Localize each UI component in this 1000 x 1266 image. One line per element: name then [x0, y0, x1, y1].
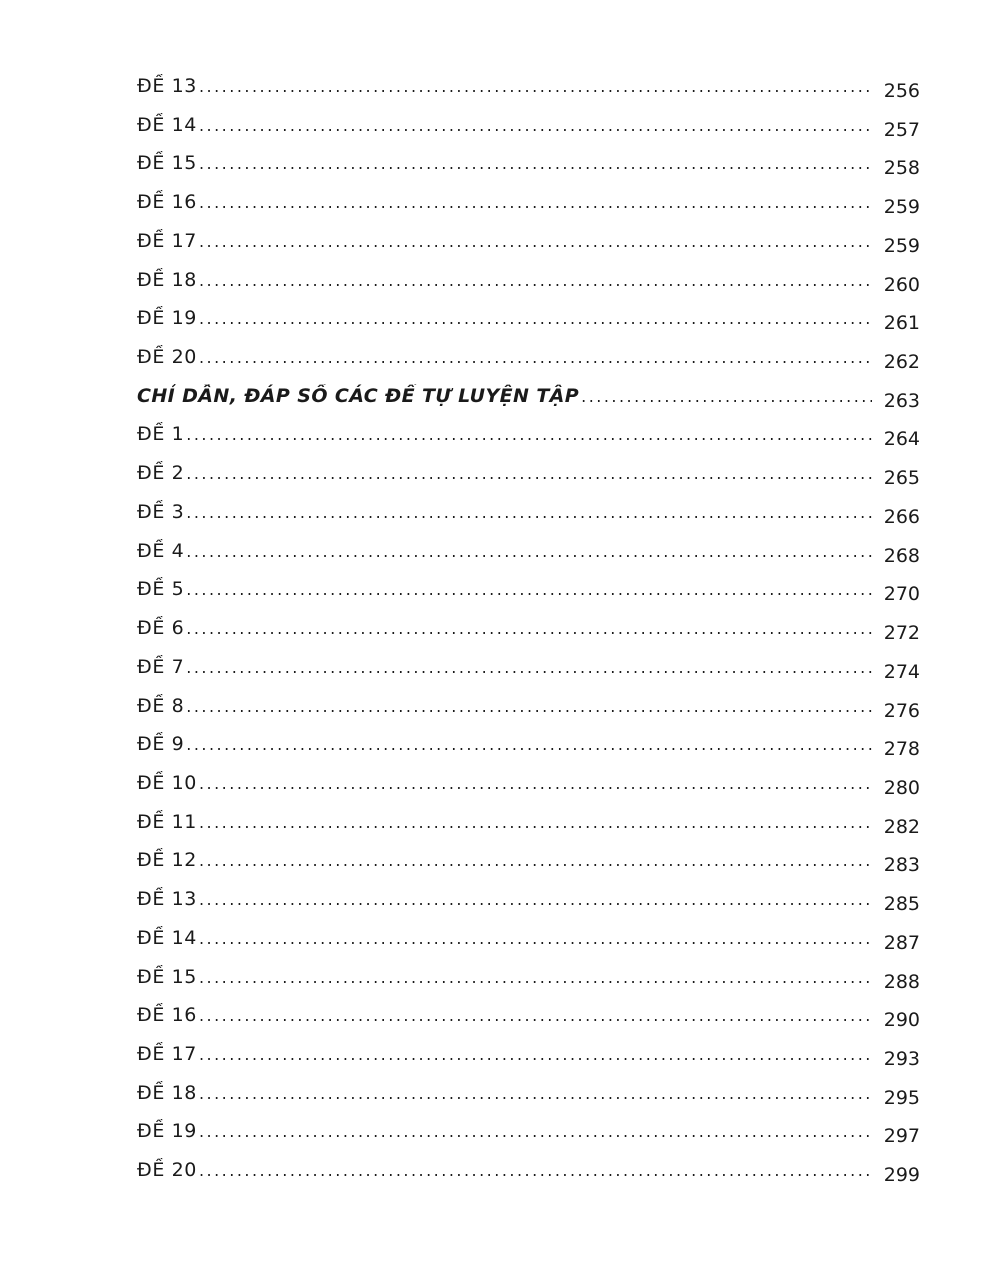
toc-page-number: 261 [883, 312, 920, 335]
toc-entry[interactable] [0, 649, 1000, 688]
toc-entry-label: ĐỀ 14 . . . [137, 113, 872, 138]
toc-entry-label: ĐỀ 9 . . . [137, 732, 872, 757]
toc-entry-label: ĐỀ 3 . . . [137, 500, 872, 525]
toc-page-number: 265 [883, 467, 920, 490]
toc-entry[interactable] [0, 842, 1000, 881]
toc-page-number: 263 [883, 389, 920, 412]
toc-page-number: 262 [883, 351, 920, 374]
toc-entry-label: ĐỀ 5 . . . [137, 577, 872, 602]
toc-entry-label: ĐỀ 15 . . . [137, 965, 872, 990]
toc-page-number: 259 [883, 196, 920, 219]
toc-entry[interactable] [0, 300, 1000, 339]
toc-entry-label: ĐỀ 18 . . . [137, 1081, 872, 1106]
toc-entry[interactable] [0, 533, 1000, 572]
toc-page-number: 285 [883, 893, 920, 916]
toc-page-number: 287 [883, 931, 920, 954]
toc-entry[interactable] [0, 262, 1000, 301]
toc-entry[interactable] [0, 920, 1000, 959]
toc-entry-label: ĐỀ 20 . . . [137, 345, 872, 370]
toc-entry-label: ĐỀ 13 . . . [137, 74, 872, 99]
toc-page-number: 278 [883, 738, 920, 761]
toc-page-number: 283 [883, 854, 920, 877]
toc-entry-label: ĐỀ 8 . . . [137, 694, 872, 719]
toc-entry[interactable] [0, 494, 1000, 533]
toc-page-number: 290 [883, 1009, 920, 1032]
toc-entry[interactable] [0, 68, 1000, 107]
toc-entry[interactable] [0, 688, 1000, 727]
toc-entry[interactable] [0, 959, 1000, 998]
toc-entry[interactable] [0, 804, 1000, 843]
toc-entry-label: ĐỀ 19 . . . [137, 1119, 872, 1144]
toc-page-number: 295 [883, 1086, 920, 1109]
toc-entry[interactable] [0, 416, 1000, 455]
toc-page-number: 282 [883, 815, 920, 838]
toc-entry-label: ĐỀ 18 . . . [137, 268, 872, 293]
toc-entry[interactable] [0, 1152, 1000, 1191]
toc-entry[interactable] [0, 145, 1000, 184]
toc-page-number: 274 [883, 660, 920, 683]
toc-entry[interactable] [0, 1113, 1000, 1152]
toc-entry[interactable] [0, 881, 1000, 920]
toc-page-number: 266 [883, 505, 920, 528]
toc-entry[interactable] [0, 455, 1000, 494]
toc-entry-label: ĐỀ 10 . . . [137, 771, 872, 796]
toc-entry-label: ĐỀ 7 . . . [137, 655, 872, 680]
toc-entry[interactable] [0, 610, 1000, 649]
toc-page-number: 280 [883, 776, 920, 799]
table-of-contents [0, 68, 1000, 1191]
toc-entry-label: ĐỀ 19 . . . [137, 306, 872, 331]
toc-page-number: 268 [883, 544, 920, 567]
toc-page-number: 260 [883, 273, 920, 296]
toc-page-number: 270 [883, 583, 920, 606]
toc-page-number: 299 [883, 1164, 920, 1187]
toc-section-label: CHỈ DẪN, ĐÁP SỐ CÁC ĐỀ TỰ LUYỆN TẬP . . . [137, 384, 872, 409]
toc-entry-label: ĐỀ 16 . . . [137, 1003, 872, 1028]
toc-entry-label: ĐỀ 4 . . . [137, 539, 872, 564]
toc-page-number: 272 [883, 622, 920, 645]
toc-entry-label: ĐỀ 2 . . . [137, 461, 872, 486]
toc-entry[interactable] [0, 107, 1000, 146]
toc-entry[interactable] [0, 571, 1000, 610]
toc-page-number: 256 [883, 80, 920, 102]
toc-page-number: 276 [883, 699, 920, 722]
toc-entry-label: ĐỀ 6 . . . [137, 616, 872, 641]
toc-entry[interactable] [0, 223, 1000, 262]
toc-page-number: 297 [883, 1125, 920, 1148]
toc-page-number: 293 [883, 1047, 920, 1070]
toc-section-heading[interactable] [0, 378, 1000, 417]
toc-entry-label: ĐỀ 1 . . . [137, 422, 872, 447]
toc-entry-label: ĐỀ 12 . . . [137, 848, 872, 873]
toc-entry-label: ĐỀ 14 . . . [137, 926, 872, 951]
toc-entry[interactable] [0, 1075, 1000, 1114]
toc-entry[interactable] [0, 765, 1000, 804]
toc-entry-label: ĐỀ 11 . . . [137, 810, 872, 835]
toc-entry[interactable] [0, 726, 1000, 765]
toc-page-number: 288 [883, 970, 920, 993]
toc-entry-label: ĐỀ 13 . . . [137, 887, 872, 912]
toc-page-number: 264 [883, 428, 920, 451]
toc-entry[interactable] [0, 1036, 1000, 1075]
toc-entry-label: ĐỀ 16 . . . [137, 190, 872, 215]
toc-entry-label: ĐỀ 15 . . . [137, 151, 872, 176]
toc-entry[interactable] [0, 184, 1000, 223]
toc-entry-label: ĐỀ 17 . . . [137, 1042, 872, 1067]
toc-entry-label: ĐỀ 20 . . . [137, 1158, 872, 1183]
toc-page-number: 259 [883, 234, 920, 257]
toc-page-number: 258 [883, 157, 920, 180]
toc-entry[interactable] [0, 339, 1000, 378]
toc-entry[interactable] [0, 997, 1000, 1036]
toc-page-number: 257 [883, 118, 920, 141]
toc-entry-label: ĐỀ 17 . . . [137, 229, 872, 254]
